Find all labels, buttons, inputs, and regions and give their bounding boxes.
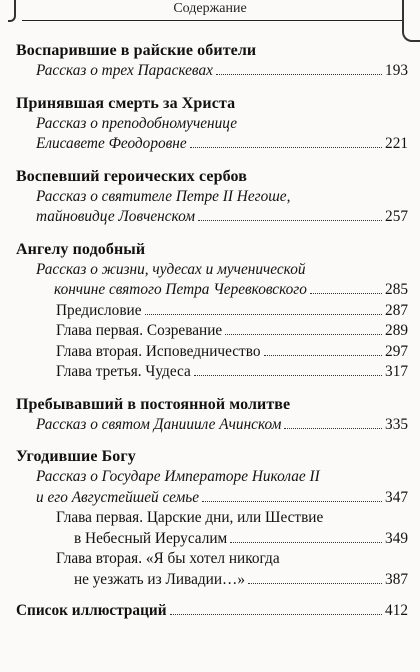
- header-rule: [22, 20, 402, 21]
- dot-leader: [198, 220, 382, 221]
- toc-entry[interactable]: [16, 467, 408, 508]
- page-number: 347: [385, 488, 408, 506]
- section-title: Ангелу подобный: [16, 240, 146, 258]
- entry-title: Рассказ о святом Даниииле Ачинском: [36, 415, 282, 433]
- running-header: Содержание: [173, 1, 247, 16]
- toc-entry[interactable]: [16, 415, 408, 436]
- entry-title: и его Августейшей семье: [36, 488, 200, 506]
- toc-entry[interactable]: [16, 321, 408, 342]
- entry-title: Рассказ о трех Параскевах: [36, 62, 213, 79]
- entry-text-line: Глава вторая. «Я бы хотел никогда: [56, 550, 280, 567]
- page-number: 287: [385, 301, 408, 319]
- page-number: 193: [385, 62, 408, 79]
- toc-section: [16, 446, 408, 590]
- entry-title: Предисловие: [56, 301, 142, 319]
- entry-title: Глава первая. Созревание: [56, 322, 223, 339]
- page-number: 387: [385, 570, 408, 588]
- toc-entry[interactable]: [16, 549, 408, 590]
- dot-leader: [248, 583, 382, 584]
- toc-section: [16, 239, 408, 383]
- toc-entry[interactable]: [16, 362, 408, 383]
- toc-entry[interactable]: [16, 114, 408, 155]
- dot-leader: [225, 334, 382, 335]
- entry-title: Глава вторая. Исповедничество: [56, 342, 261, 360]
- toc-section: [16, 166, 408, 228]
- page-number: 221: [385, 135, 408, 152]
- dot-leader: [170, 614, 383, 615]
- page-number: 317: [385, 363, 408, 380]
- entry-title: не уезжать из Ливадии…»: [74, 570, 245, 588]
- toc-entry[interactable]: [16, 601, 408, 622]
- toc-entry[interactable]: [16, 187, 408, 228]
- toc-entry[interactable]: [16, 342, 408, 363]
- entry-text-line: Рассказ о Государе Императоре Николае II: [36, 468, 320, 485]
- dot-leader: [145, 314, 383, 315]
- toc-section: [16, 40, 408, 82]
- page-number: 257: [385, 208, 408, 225]
- dot-leader: [264, 355, 383, 356]
- section-title: Принявшая смерть за Христа: [16, 94, 236, 112]
- toc-entry[interactable]: [16, 61, 408, 82]
- toc-entry[interactable]: [16, 260, 408, 301]
- page-number: 349: [385, 529, 408, 547]
- corner-ornament-right: [402, 0, 420, 42]
- page-number: 285: [385, 281, 408, 298]
- toc-section: [16, 93, 408, 155]
- dot-leader: [310, 293, 382, 294]
- page-number: 335: [385, 415, 408, 433]
- page-number: 297: [385, 342, 408, 360]
- toc-section: [16, 394, 408, 436]
- section-title: Пребывавший в постоянной молитве: [16, 395, 291, 413]
- entry-text-line: Глава первая. Царские дни, или Шествие: [56, 509, 324, 526]
- dot-leader: [194, 375, 382, 376]
- section-title: Воспевший героических сербов: [16, 167, 247, 185]
- section-title: Угодившие Богу: [16, 448, 136, 465]
- corner-ornament-left: [8, 0, 16, 22]
- section-title: Воспарившие в райские обители: [16, 42, 257, 59]
- entry-title: Елисавете Феодоровне: [36, 135, 187, 152]
- table-of-contents: [16, 40, 408, 633]
- toc-entry[interactable]: [16, 508, 408, 549]
- toc-section: [16, 601, 408, 622]
- entry-title: Список иллюстраций: [16, 602, 167, 619]
- entry-text-line: Рассказ о святителе Петре II Негоше,: [36, 187, 291, 205]
- dot-leader: [190, 147, 382, 148]
- toc-entry[interactable]: [16, 301, 408, 322]
- entry-title: кончине святого Петра Черевковского: [54, 281, 307, 298]
- entry-title: тайновидце Ловченском: [36, 208, 195, 225]
- dot-leader: [202, 501, 382, 502]
- entry-title: Глава третья. Чудеса: [56, 363, 191, 380]
- dot-leader: [284, 428, 382, 429]
- dot-leader: [216, 74, 382, 75]
- page-number: 289: [385, 322, 408, 339]
- dot-leader: [230, 542, 382, 543]
- entry-title: в Небесный Иерусалим: [74, 529, 228, 547]
- entry-text-line: Рассказ о преподобномученице: [36, 114, 238, 132]
- entry-text-line: Рассказ о жизни, чудесах и мученической: [36, 260, 306, 278]
- page-number: 412: [385, 602, 408, 619]
